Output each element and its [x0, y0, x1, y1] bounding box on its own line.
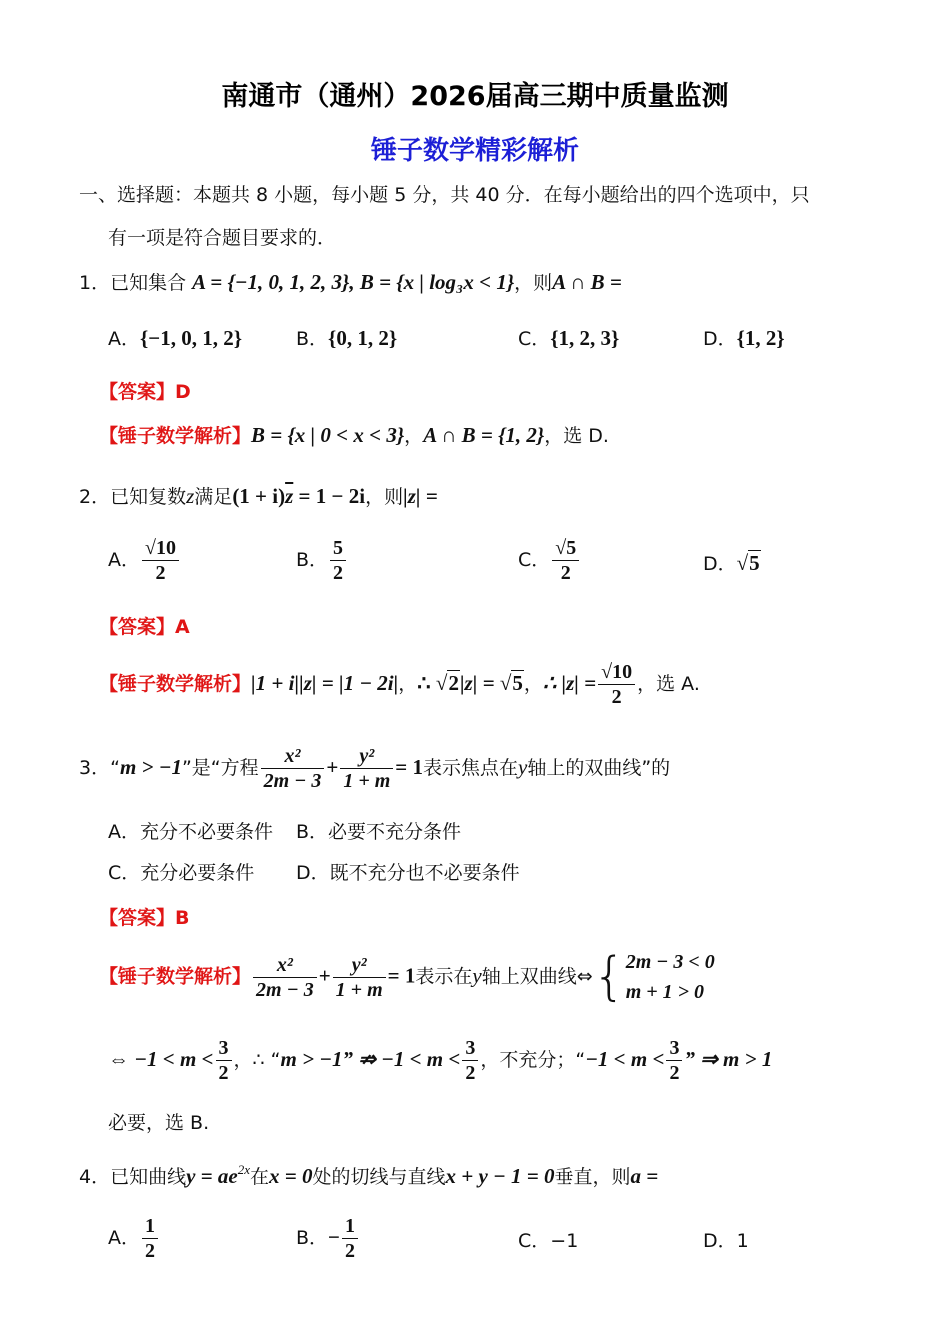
answer-label: 【答案】: [99, 907, 176, 929]
fraction: [333, 953, 386, 1002]
option-d: [703, 1229, 749, 1253]
page-title: 南通市（通州）2026届高三期中质量监测: [221, 81, 729, 112]
analysis-3-line2: [108, 1036, 772, 1085]
solution-text: 轴上双曲线⇔: [481, 965, 593, 988]
minus-sign: −: [328, 1225, 341, 1249]
question-number: 2．: [79, 486, 111, 508]
equals-one: = 1: [395, 755, 423, 779]
denominator: 2: [560, 562, 571, 584]
option-d: [703, 326, 785, 351]
option-c: C．充分必要条件: [108, 862, 255, 884]
numerator: 1: [342, 1214, 358, 1239]
analysis-2: [99, 660, 700, 709]
sqrt: √5: [499, 671, 523, 695]
question-stem: ”是“方程: [181, 757, 259, 779]
solution-end: ，选 D.: [544, 425, 609, 447]
option-b: B．必要不充分条件: [296, 821, 462, 843]
math-zbar: $\overline{z}$: [285, 484, 294, 508]
math-exponent: 2x: [237, 1162, 250, 1177]
option-b: [296, 536, 348, 585]
inequality-system: [593, 947, 715, 1007]
therefore: ∴: [417, 671, 436, 695]
option-label: D．: [703, 1230, 737, 1252]
option-b: [296, 326, 397, 351]
question-3: [79, 744, 670, 793]
math-eq: (1 + i): [232, 484, 286, 508]
fraction: [462, 1036, 478, 1085]
question-stem: 满足: [194, 486, 233, 508]
math-ask: a =: [630, 1164, 659, 1188]
sqrt: √5: [736, 551, 760, 575]
option-a: [108, 536, 181, 585]
separator: ，: [398, 673, 418, 695]
solution-end: ，选 A.: [637, 673, 700, 695]
denominator: 2: [669, 1062, 680, 1084]
radicand: 5: [512, 671, 523, 695]
sqrt-sign: √: [145, 537, 156, 559]
question-number: 3．: [79, 757, 111, 779]
math-ask: |z| =: [403, 484, 438, 508]
math-solution: B = {x | 0 < x < 3}: [251, 423, 405, 447]
denominator: 2m − 3: [263, 770, 322, 792]
option-label: C．: [518, 328, 551, 350]
option-label: B．: [296, 1227, 329, 1249]
denominator: 1 + m: [343, 770, 391, 792]
option-value: {0, 1, 2}: [328, 326, 398, 350]
math-solution: ” ⇏ −1 < m <: [342, 1047, 461, 1071]
question-number: 4．: [79, 1166, 111, 1188]
fraction: [552, 536, 579, 585]
radicand: 10: [155, 537, 176, 559]
option-value: 1: [736, 1230, 749, 1252]
fraction: [261, 744, 325, 793]
math-solution: ” ⇒ m > 1: [684, 1047, 773, 1071]
question-stem: ，则: [365, 486, 404, 508]
numerator: y²: [340, 744, 393, 769]
question-stem: 轴上的双曲线”的: [527, 757, 671, 779]
fraction: [253, 953, 317, 1002]
sqrt-sign: √: [601, 661, 613, 683]
denominator: 2: [465, 1062, 476, 1084]
radicand: 10: [612, 661, 633, 683]
math-solution: |z| =: [459, 671, 500, 695]
question-stem: ，则: [514, 272, 553, 294]
math-solution: −1 < m <: [585, 1047, 665, 1071]
analysis-1: [99, 423, 609, 448]
option-value: {1, 2}: [736, 326, 785, 350]
numerator: x²: [261, 744, 325, 769]
answer-3: [99, 903, 190, 930]
system-row: m + 1 > 0: [625, 981, 705, 1003]
numerator: 3: [216, 1036, 232, 1061]
denominator: 2m − 3: [256, 978, 314, 1001]
answer-label: 【答案】: [99, 381, 176, 403]
option-label: A．: [108, 328, 140, 350]
option-b: [296, 1214, 360, 1263]
question-stem: 已知集合: [110, 272, 187, 294]
math-var: y: [518, 755, 528, 779]
answer-value: A: [175, 616, 190, 638]
option-a: A．充分不必要条件: [108, 821, 273, 843]
option-value: {−1, 0, 1, 2}: [140, 326, 243, 350]
math-curve: y = ae: [186, 1164, 238, 1188]
analysis-3-line3: 必要，选 B.: [108, 1112, 210, 1134]
section-heading: 一、选择题：本题共 8 小题，每小题 5 分，共 40 分．在每小题给出的四个选项中，只: [79, 184, 810, 206]
separator: ，: [523, 673, 543, 695]
math-solution: A ∩ B = {1, 2}: [423, 423, 545, 447]
math-var: y: [472, 963, 482, 988]
denominator: 2: [155, 562, 166, 584]
option-d: [703, 551, 761, 576]
separator: ，: [404, 425, 424, 447]
math-condition: m > −1: [280, 1047, 343, 1071]
option-value: −1: [550, 1230, 579, 1252]
question-stem: 已知曲线: [110, 1166, 187, 1188]
option-label: D．: [703, 553, 737, 575]
fraction: [216, 1036, 232, 1085]
radicand: 5: [566, 537, 577, 559]
option-label: C．: [518, 1230, 551, 1252]
analysis-label: 【锤子数学解析】: [99, 965, 252, 988]
option-label: C．: [518, 549, 551, 571]
option-value: {1, 2, 3}: [550, 326, 620, 350]
question-number: 1．: [79, 272, 111, 294]
math-solution: ∴ |z| =: [542, 671, 597, 695]
math-solution: |1 + i||z| = |1 − 2i|: [251, 671, 399, 695]
brace-symbol: {: [592, 947, 626, 1007]
numerator: 3: [462, 1036, 478, 1061]
quote: “: [110, 757, 120, 779]
answer-1: [99, 377, 191, 404]
math-solution: ⇔ −1 < m <: [108, 1047, 214, 1071]
fraction: [142, 536, 179, 585]
question-1: [79, 270, 622, 295]
page-subtitle: 锤子数学精彩解析: [370, 136, 579, 166]
option-a: [108, 1214, 160, 1263]
math-line: x + y − 1 = 0: [445, 1164, 555, 1188]
radicand: 2: [448, 671, 459, 695]
answer-value: B: [175, 907, 190, 929]
fraction: [142, 1214, 158, 1263]
sqrt: √2: [435, 671, 459, 695]
math-var: z: [186, 484, 195, 508]
denominator: 2: [145, 1240, 155, 1262]
question-stem: 在: [250, 1166, 270, 1188]
math-point: x = 0: [269, 1164, 313, 1188]
numerator: 1: [142, 1214, 158, 1239]
denominator: 1 + m: [335, 978, 383, 1001]
plus: +: [326, 755, 339, 779]
solution-text: ，不充分；“: [480, 1049, 586, 1071]
equals-one: = 1: [387, 963, 416, 988]
denominator: 2: [345, 1240, 356, 1262]
question-stem: 已知复数: [110, 486, 187, 508]
answer-label: 【答案】: [99, 616, 176, 638]
answer-value: D: [175, 381, 191, 403]
fraction: [342, 1214, 358, 1263]
fraction: [340, 744, 393, 793]
fraction: [330, 536, 346, 585]
analysis-3: [99, 947, 715, 1007]
analysis-label: 【锤子数学解析】: [99, 425, 252, 447]
question-4: [79, 1158, 658, 1189]
math-ask: A ∩ B =: [552, 270, 622, 294]
answer-2: [99, 612, 190, 639]
option-a: [108, 326, 242, 351]
solution-text: 表示在: [415, 965, 473, 988]
analysis-label: 【锤子数学解析】: [99, 673, 252, 695]
math-sets: A = {−1, 0, 1, 2, 3}, B = {x | log₃x < 1}: [192, 270, 515, 294]
section-heading-cont: 有一项是符合题目要求的．: [108, 227, 337, 249]
option-c: [518, 326, 619, 351]
denominator: 2: [611, 686, 622, 708]
system-row: 2m − 3 < 0: [625, 951, 715, 973]
question-stem: 处的切线与直线: [312, 1166, 446, 1188]
fraction: [666, 1036, 682, 1085]
option-label: D．: [703, 328, 737, 350]
numerator: 5: [330, 536, 346, 561]
denominator: 2: [333, 562, 344, 584]
solution-text: ，∴ “: [233, 1049, 281, 1071]
option-c: [518, 1229, 578, 1253]
option-label: A．: [108, 549, 140, 571]
math-condition: m > −1: [119, 755, 182, 779]
sqrt-sign: √: [555, 537, 567, 559]
denominator: 2: [218, 1062, 229, 1084]
numerator: x²: [253, 953, 317, 978]
question-stem: 表示焦点在: [422, 757, 518, 779]
option-label: B．: [296, 328, 329, 350]
fraction: [598, 660, 635, 709]
math-eq-rhs: = 1 − 2i: [293, 484, 366, 508]
question-stem: 垂直，则: [554, 1166, 631, 1188]
option-label: A．: [108, 1227, 140, 1249]
option-c: [518, 536, 581, 585]
option-label: B．: [296, 549, 329, 571]
plus: +: [318, 963, 331, 988]
radicand: 5: [749, 551, 760, 575]
question-2: [79, 484, 438, 509]
numerator: y²: [333, 953, 386, 978]
option-d: D．既不充分也不必要条件: [296, 862, 520, 884]
numerator: 3: [666, 1036, 682, 1061]
